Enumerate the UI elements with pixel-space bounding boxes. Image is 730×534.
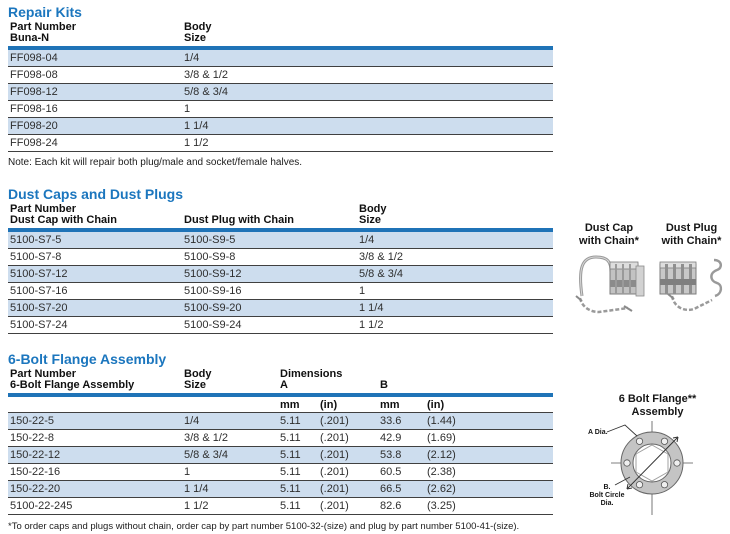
body-size-cell: 1/4 <box>184 52 200 64</box>
part-number-cell: FF098-08 <box>10 69 58 81</box>
dim-b-in-cell: (2.12) <box>427 449 456 461</box>
part-number-cell: 150-22-12 <box>10 449 61 461</box>
table-row <box>8 413 553 430</box>
repair-kits-header-row <box>8 22 553 44</box>
column-header-body-size: Body Size <box>184 21 212 44</box>
dim-b-mm-cell: 82.6 <box>380 500 402 512</box>
table-row <box>8 498 553 515</box>
dust-plug-cell: 5100-S9-8 <box>184 251 236 263</box>
dim-b-mm-cell: 33.6 <box>380 415 402 427</box>
part-number-cell: 5100-22-245 <box>10 500 73 512</box>
part-number-cell: 150-22-16 <box>10 466 61 478</box>
body-size-cell: 1 1/2 <box>184 500 209 512</box>
table-row <box>8 249 553 266</box>
dim-a-mm-cell: 5.11 <box>280 466 301 478</box>
repair-kits-table <box>8 22 553 152</box>
part-number-cell: FF098-12 <box>10 86 58 98</box>
body-size-cell: 5/8 & 3/4 <box>359 268 404 280</box>
flange-drawing <box>585 419 730 519</box>
dim-a-in-cell: (.201) <box>320 432 349 444</box>
flange-figure: 6 Bolt Flange** Assembly A Dia. B. Bolt Circle Dia. <box>585 393 730 524</box>
table-row <box>8 447 553 464</box>
body-size-cell: 1 1/4 <box>184 120 209 132</box>
dim-a-mm-cell: 5.11 <box>280 483 301 495</box>
order-without-chain-footnote: *To order caps and plugs without chain, order cap by part number 5100-32-(size) and plug by part number 5100-41-(size). <box>8 521 520 532</box>
dim-b-in-cell: (1.44) <box>427 415 456 427</box>
column-header-body-size: Body Size <box>184 368 212 391</box>
column-header-dimension-b: B <box>380 379 388 391</box>
dim-b-mm-cell: 60.5 <box>380 466 402 478</box>
dim-b-mm-cell: 53.8 <box>380 449 402 461</box>
dim-a-in-cell: (.201) <box>320 449 349 461</box>
table-row <box>8 300 553 317</box>
dim-a-mm-cell: 5.11 <box>280 415 301 427</box>
flange-annotation-b: B. <box>603 484 611 491</box>
part-number-cell: 150-22-5 <box>10 415 55 427</box>
column-header-dust-plug: Dust Plug with Chain <box>184 214 294 226</box>
body-size-cell: 5/8 & 3/4 <box>184 86 229 98</box>
part-number-cell: FF098-04 <box>10 52 58 64</box>
body-size-cell: 3/8 & 1/2 <box>184 432 229 444</box>
body-size-cell: 1 1/2 <box>184 137 209 149</box>
body-size-cell: 1 <box>184 466 191 478</box>
dim-a-mm-cell: 5.11 <box>280 449 301 461</box>
dim-b-in-cell: (3.25) <box>427 500 456 512</box>
dust-plug-cell: 5100-S9-20 <box>184 302 242 314</box>
dust-cap-cell: 5100-S7-16 <box>10 285 68 297</box>
dim-b-in-cell: (1.69) <box>427 432 456 444</box>
dust-table <box>8 204 553 334</box>
repair-kits-note: Note: Each kit will repair both plug/male and socket/female halves. <box>8 157 303 168</box>
part-number-cell: 150-22-8 <box>10 432 55 444</box>
body-size-cell: 5/8 & 3/4 <box>184 449 229 461</box>
table-row <box>8 317 553 334</box>
units-subheader-row <box>8 397 553 413</box>
dust-cap-figure: Dust Cap with Chain* <box>565 222 653 323</box>
unit-mm-label: mm <box>280 398 300 411</box>
dust-header-row <box>8 204 553 226</box>
dust-cap-cell: 5100-S7-12 <box>10 268 68 280</box>
dust-cap-cell: 5100-S7-5 <box>10 234 62 246</box>
flange-annotation-a: A Dia. <box>588 429 608 436</box>
table-row <box>8 430 553 447</box>
body-size-cell: 1 1/4 <box>184 483 209 495</box>
part-number-cell: 150-22-20 <box>10 483 61 495</box>
unit-in-label: (in) <box>320 398 338 411</box>
column-header-part-number: Part Number Buna-N <box>10 21 77 44</box>
dust-cap-cell: 5100-S7-24 <box>10 319 68 331</box>
part-number-cell: FF098-16 <box>10 103 58 115</box>
body-size-cell: 1 <box>359 285 366 297</box>
svg-text:Bolt Circle: Bolt Circle <box>589 492 625 499</box>
repair-kits-title: Repair Kits <box>8 4 82 20</box>
table-row <box>8 101 553 118</box>
table-row <box>8 283 553 300</box>
flange-section-title: 6-Bolt Flange Assembly <box>8 351 167 367</box>
dim-b-mm-cell: 66.5 <box>380 483 402 495</box>
flange-header-row <box>8 369 553 391</box>
table-row <box>8 84 553 101</box>
table-row <box>8 232 553 249</box>
dust-plug-figure: Dust Plug with Chain* <box>653 222 730 323</box>
table-row <box>8 135 553 152</box>
column-header-dimension-a: Dimensions A <box>280 368 343 391</box>
dim-a-mm-cell: 5.11 <box>280 432 301 444</box>
flange-table <box>8 369 553 515</box>
body-size-cell: 1/4 <box>184 415 200 427</box>
dim-a-in-cell: (.201) <box>320 483 349 495</box>
part-number-cell: FF098-24 <box>10 137 58 149</box>
body-size-cell: 1 1/4 <box>359 302 384 314</box>
part-number-cell: FF098-20 <box>10 120 58 132</box>
dust-plug-image <box>654 250 729 318</box>
table-row <box>8 464 553 481</box>
body-size-cell: 3/8 & 1/2 <box>184 69 229 81</box>
dust-section-title: Dust Caps and Dust Plugs <box>8 186 184 202</box>
dim-a-in-cell: (.201) <box>320 415 349 427</box>
dust-cap-cell: 5100-S7-20 <box>10 302 68 314</box>
dust-plug-cell: 5100-S9-16 <box>184 285 242 297</box>
dust-plug-cell: 5100-S9-24 <box>184 319 242 331</box>
column-header-body-size: Body Size <box>359 203 387 226</box>
dim-b-in-cell: (2.62) <box>427 483 456 495</box>
unit-mm-label: mm <box>380 398 400 411</box>
body-size-cell: 1 <box>184 103 191 115</box>
table-row <box>8 67 553 84</box>
body-size-cell: 3/8 & 1/2 <box>359 251 404 263</box>
table-row <box>8 266 553 283</box>
dim-b-mm-cell: 42.9 <box>380 432 402 444</box>
dim-b-in-cell: (2.38) <box>427 466 456 478</box>
dust-cap-image <box>566 250 652 318</box>
column-header-part-number: Part Number 6-Bolt Flange Assembly <box>10 368 135 391</box>
dim-a-in-cell: (.201) <box>320 466 349 478</box>
dim-a-in-cell: (.201) <box>320 500 349 512</box>
svg-text:Dia.: Dia. <box>600 500 614 507</box>
dim-a-mm-cell: 5.11 <box>280 500 301 512</box>
table-row <box>8 118 553 135</box>
unit-in-label: (in) <box>427 398 445 411</box>
body-size-cell: 1/4 <box>359 234 375 246</box>
dust-plug-cell: 5100-S9-5 <box>184 234 236 246</box>
catalog-page <box>8 4 553 532</box>
table-row <box>8 481 553 498</box>
dust-plug-cell: 5100-S9-12 <box>184 268 242 280</box>
body-size-cell: 1 1/2 <box>359 319 384 331</box>
dust-figures <box>565 222 730 323</box>
dust-cap-cell: 5100-S7-8 <box>10 251 62 263</box>
column-header-dust-cap: Part Number Dust Cap with Chain <box>10 203 117 226</box>
table-row <box>8 50 553 67</box>
